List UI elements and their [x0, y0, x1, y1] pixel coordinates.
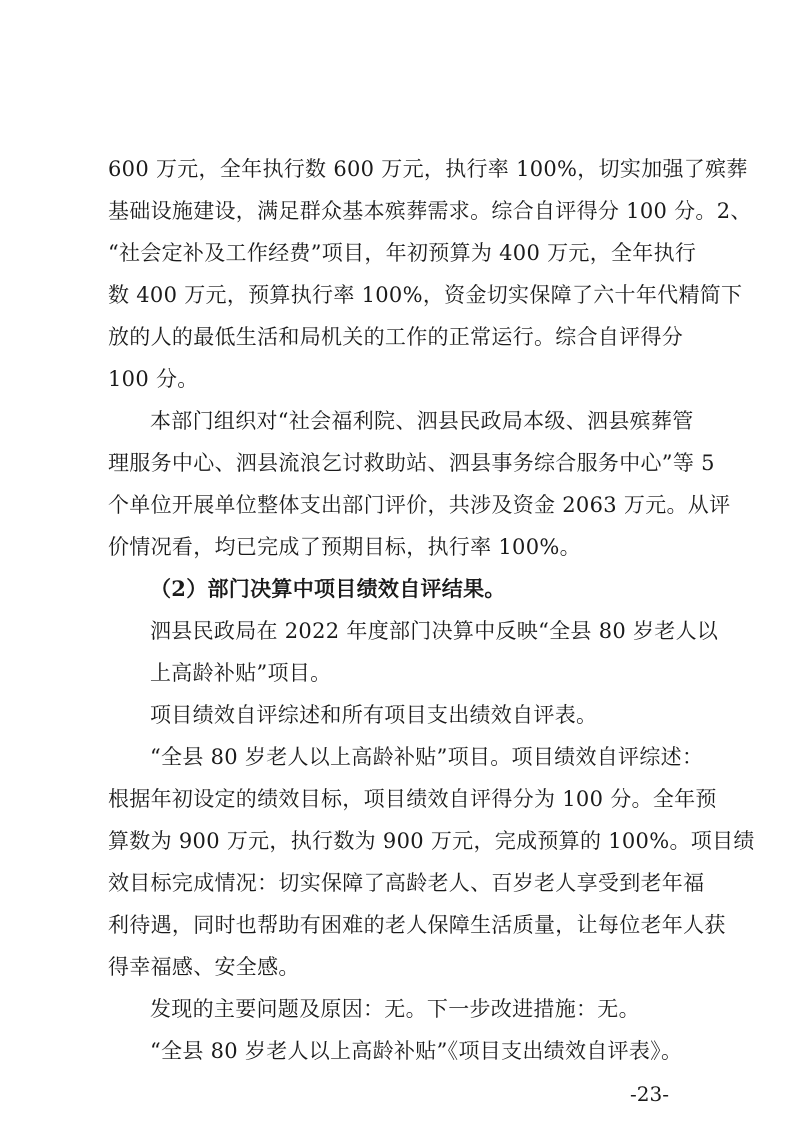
paragraph-line: “社会定补及工作经费”项目，年初预算为 400 万元，全年执行 [108, 241, 697, 265]
paragraph-line: 根据年初设定的绩效目标，项目绩效自评得分为 100 分。全年预 [108, 787, 717, 811]
paragraph-line: 效目标完成情况：切实保障了高龄老人、百岁老人享受到老年福 [108, 871, 705, 895]
paragraph-line: 数 400 万元，预算执行率 100%，资金切实保障了六十年代精简下 [108, 283, 743, 307]
paragraph-line: 放的人的最低生活和局机关的工作的正常运行。综合自评得分 [108, 325, 684, 349]
paragraph-line: 本部门组织对“社会福利院、泗县民政局本级、泗县殡葬管 [150, 409, 694, 433]
paragraph-line: 个单位开展单位整体支出部门评价，共涉及资金 2063 万元。从评 [108, 493, 731, 517]
paragraph-line: 100 分。 [108, 367, 199, 391]
paragraph-line: 上高龄补贴”项目。 [150, 661, 332, 685]
paragraph-line: 利待遇，同时也帮助有困难的老人保障生活质量，让每位老年人获 [108, 913, 726, 937]
paragraph-line: “全县 80 岁老人以上高龄补贴”《项目支出绩效自评表》。 [150, 1039, 683, 1063]
paragraph-line: 泗县民政局在 2022 年度部门决算中反映“全县 80 岁老人以 [150, 619, 719, 643]
paragraph-line: 算数为 900 万元，执行数为 900 万元，完成预算的 100%。项目绩 [108, 829, 755, 853]
section-heading: （2）部门决算中项目绩效自评结果。 [150, 576, 506, 601]
paragraph-line: 理服务中心、泗县流浪乞讨救助站、泗县事务综合服务中心”等 5 [108, 451, 715, 475]
paragraph-line: 600 万元，全年执行数 600 万元，执行率 100%，切实加强了殡葬 [108, 157, 748, 181]
paragraph-line: “全县 80 岁老人以上高龄补贴”项目。项目绩效自评综述： [150, 745, 704, 769]
paragraph-line: 基础设施建设，满足群众基本殡葬需求。综合自评得分 100 分。2、 [108, 199, 752, 223]
paragraph-line: 发现的主要问题及原因：无。下一步改进措施：无。 [150, 997, 640, 1021]
paragraph-line: 价情况看，均已完成了预期目标，执行率 100%。 [108, 535, 581, 559]
page-number: -23- [630, 1082, 669, 1106]
paragraph-line: 项目绩效自评综述和所有项目支出绩效自评表。 [150, 703, 598, 727]
paragraph-line: 得幸福感、安全感。 [108, 955, 300, 979]
